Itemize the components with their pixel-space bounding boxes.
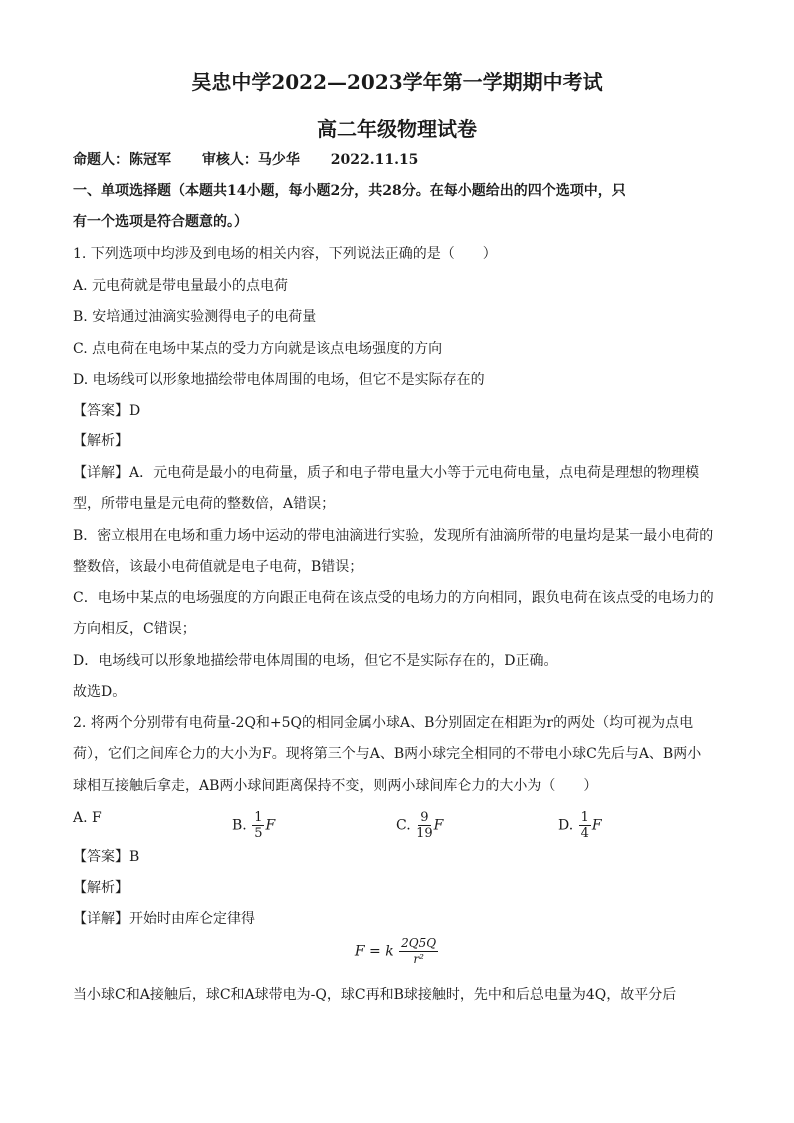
fraction-denominator: 5 <box>254 826 263 841</box>
author: 命题人：陈冠军 <box>73 152 171 168</box>
q2-stem-line3: 球相互接触后拿走，AB两小球间距离保持不变，则两小球间库仑力的大小为（ ） <box>73 778 598 794</box>
q2-option-c-tail: F <box>433 817 444 834</box>
q1-detail-line: D．电场线可以形象地描绘带电体周围的电场，但它不是实际存在的，D正确。 <box>73 653 558 669</box>
fraction-denominator: r² <box>413 952 424 966</box>
fraction-numerator: 9 <box>420 810 429 825</box>
q2-option-d <box>558 810 602 841</box>
q2-option-b-tail: F <box>265 817 276 834</box>
q1-option-b: B. 安培通过油滴实验测得电子的电荷量 <box>73 309 317 325</box>
q2-option-b <box>232 810 275 841</box>
q2-option-d-fraction <box>579 810 591 841</box>
q2-stem-line1: 2. 将两个分别带有电荷量-2Q和+5Q的相同金属小球A、B分别固定在相距为r的两处（均可视为点电 <box>73 715 694 731</box>
q2-option-a <box>73 810 102 826</box>
q1-answer: 【答案】D <box>73 403 141 419</box>
q2-option-b-label: B. <box>232 817 247 834</box>
q1-analysis-label: 【解析】 <box>73 433 129 449</box>
q2-option-c-fraction <box>416 810 433 841</box>
exam-date: 2022.11.15 <box>330 152 419 168</box>
q2-stem-line2: 荷），它们之间库仑力的大小为F。现将第三个与A、B两小球完全相同的不带电小球C先后与A、B两小 <box>73 746 702 762</box>
reviewer: 审核人：马少华 <box>201 152 300 168</box>
q2-option-d-tail: F <box>591 817 602 834</box>
coulomb-formula <box>0 936 794 967</box>
q2-option-b-fraction <box>252 810 264 841</box>
q1-detail-line: C．电场中某点的电场强度的方向跟正电荷在该点受的电场力的方向相同，跟负电荷在该点受的电场力的 <box>73 590 714 606</box>
q2-option-c-label: C. <box>396 817 411 834</box>
q1-detail-line: B．密立根用在电场和重力场中运动的带电油滴进行实验，发现所有油滴所带的电量均是某一最小电荷的 <box>73 528 714 544</box>
section-heading-line2: 有一个选项是符合题意的。） <box>73 214 248 230</box>
fraction-numerator: 1 <box>580 810 589 825</box>
section-heading-line1: 一、单项选择题（本题共14小题，每小题2分，共28分。在每小题给出的四个选项中，只 <box>73 183 626 199</box>
exam-subtitle: 高二年级物理试卷 <box>317 117 477 141</box>
q2-detail-line1: 【详解】开始时由库仑定律得 <box>73 911 255 927</box>
q1-detail-line: 方向相反，C错误； <box>73 621 196 637</box>
q2-option-c <box>396 810 443 841</box>
fraction-numerator: 1 <box>254 810 263 825</box>
formula-fraction <box>399 936 438 967</box>
exam-title: 吴忠中学2022—2023学年第一学期期中考试 <box>191 70 603 94</box>
q1-detail-line: 故选D。 <box>73 684 127 700</box>
q2-option-d-label: D. <box>558 817 574 834</box>
q2-option-a-text: A. F <box>73 810 102 826</box>
exam-meta <box>73 151 444 169</box>
q2-answer: 【答案】B <box>73 849 140 865</box>
fraction-denominator: 19 <box>416 826 433 841</box>
q1-detail-line: 【详解】A．元电荷是最小的电荷量，质子和电子带电量大小等于元电荷电量，点电荷是理想的物理模 <box>73 465 700 481</box>
q1-option-c: C. 点电荷在电场中某点的受力方向就是该点电场强度的方向 <box>73 341 443 357</box>
q2-detail-line2: 当小球C和A接触后，球C和A球带电为-Q，球C再和B球接触时，先中和后总电量为4Q，故平分后 <box>73 987 677 1003</box>
q2-analysis-label: 【解析】 <box>73 880 129 896</box>
q1-stem: 1. 下列选项中均涉及到电场的相关内容，下列说法正确的是（ ） <box>73 246 497 262</box>
q1-detail-line: 型，所带电量是元电荷的整数倍，A错误； <box>73 496 336 512</box>
q1-option-a: A. 元电荷就是带电量最小的点电荷 <box>73 278 289 294</box>
q1-option-d: D. 电场线可以形象地描绘带电体周围的电场，但它不是实际存在的 <box>73 372 485 388</box>
q1-detail-line: 整数倍，该最小电荷值就是电子电荷，B错误； <box>73 559 364 575</box>
fraction-numerator: 2Q5Q <box>401 936 437 950</box>
formula-lhs: F = k <box>354 943 394 960</box>
fraction-denominator: 4 <box>580 826 589 841</box>
